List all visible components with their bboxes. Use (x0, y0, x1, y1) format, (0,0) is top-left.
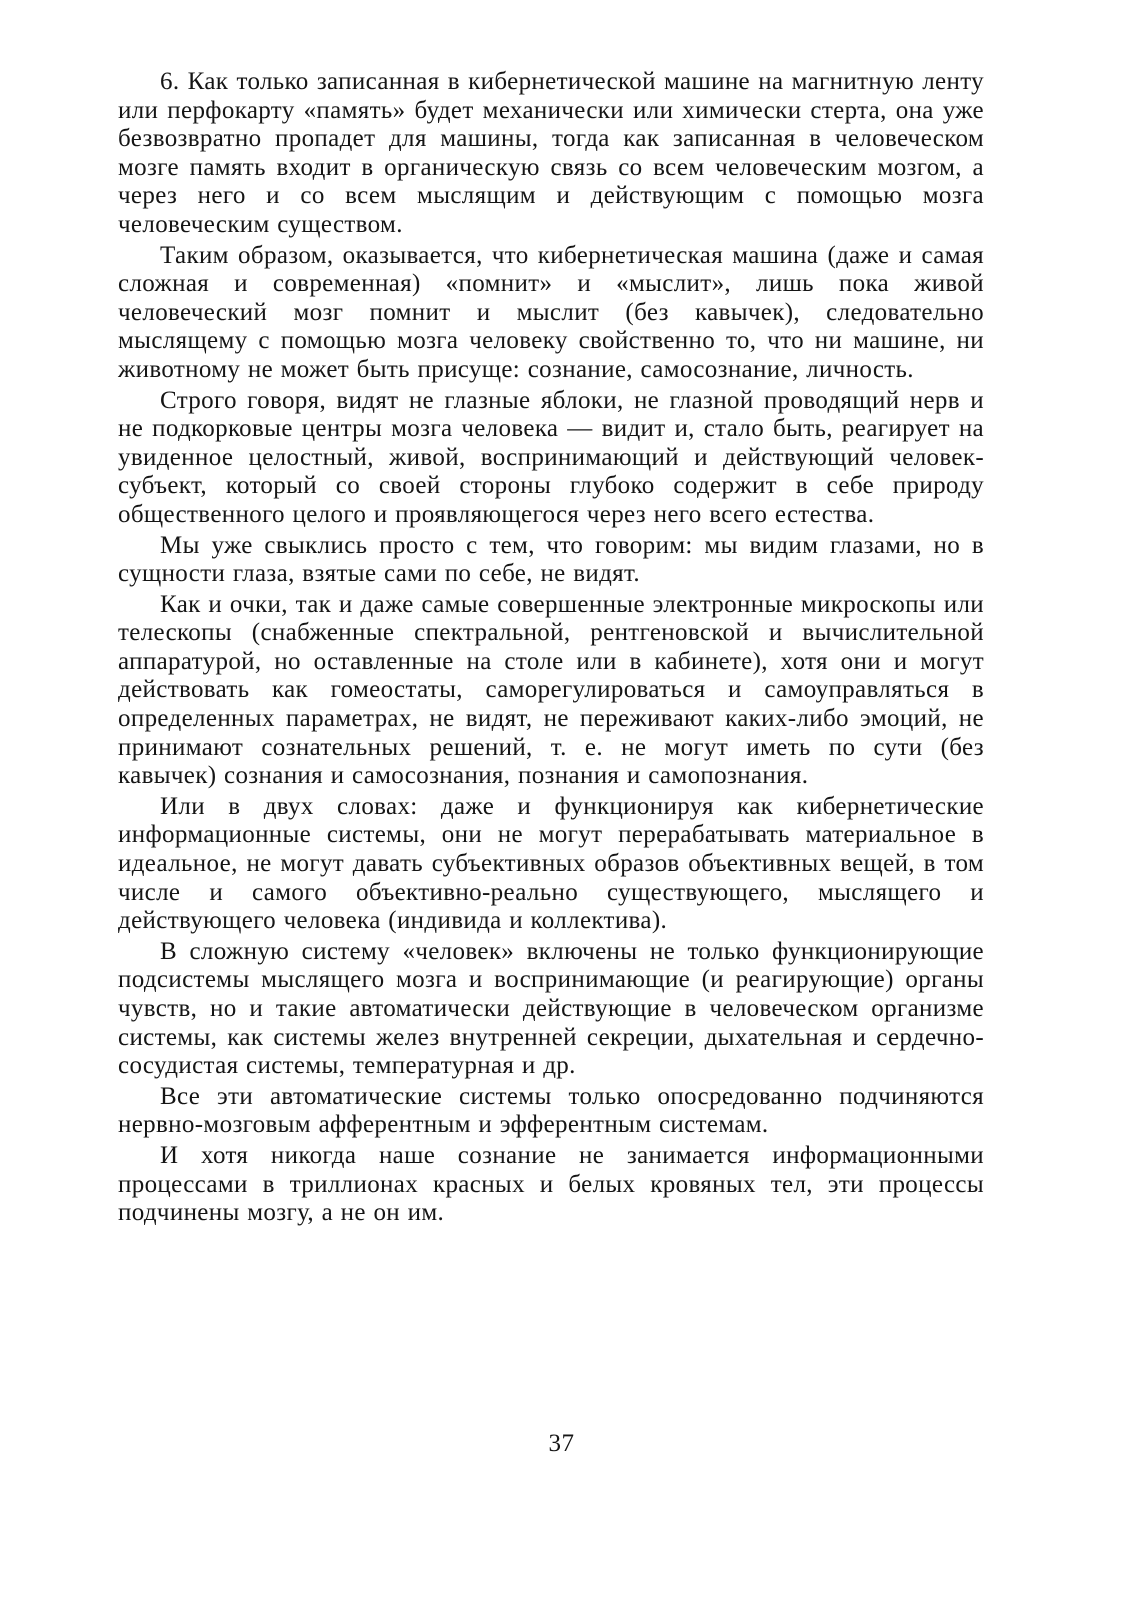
paragraph: Как и очки, так и даже самые совершенные электронные микроскопы или телескопы (снабженные спектральной, рентгеновской и вычислительной аппаратурой, но оставленные на столе или в кабинете), хотя они и могут действовать как гомеостаты, саморегулироваться и самоуправляться в определенных параметрах, не видят, не переживают каких-либо эмоций, не принимают сознательных решений, т. е. не могут иметь по сути (без кавычек) сознания и самосознания, познания и самопознания. (118, 590, 984, 790)
paragraph: Или в двух словах: даже и функционируя как кибернетические информационные системы, они не могут перерабатывать материальное в идеальное, не могут давать субъективных образов объективных вещей, в том числе и самого объективно-реально существующего, мыслящего и действующего человека (индивида и коллектива). (118, 792, 984, 935)
body-text (118, 68, 984, 1230)
paragraph: 6. Как только записанная в кибернетической машине на магнитную ленту или перфокарту «память» будет механически или химически стерта, она уже безвозвратно пропадет для машины, тогда как записанная в человеческом мозге память входит в органическую связь со всем человеческим мозгом, а через него и со всем мыслящим и действующим с помощью мозга человеческим существом. (118, 68, 984, 238)
paragraph: В сложную систему «человек» включены не только функционирующие подсистемы мыслящего мозга и воспринимающие (и реагирующие) органы чувств, но и такие автоматически действующие в человеческом организме системы, как системы желез внутренней секреции, дыхательная и сердечно-сосудистая системы, температурная и др. (118, 937, 984, 1080)
paragraph: Таким образом, оказывается, что кибернетическая машина (даже и самая сложная и современная) «помнит» и «мыслит», лишь пока живой человеческий мозг помнит и мыслит (без кавычек), следовательно мыслящему с помощью мозга человеку свойственно то, что ни машине, ни животному не может быть присуще: сознание, самосознание, личность. (118, 241, 984, 383)
paragraph: Строго говоря, видят не глазные яблоки, не глазной проводящий нерв и не подкорковые центры мозга человека — видит и, стало быть, реагирует на увиденное целостный, живой, воспринимающий и действующий человек-субъект, который со своей стороны глубоко содержит в себе природу общественного целого и проявляющегося через него всего естества. (118, 386, 984, 528)
page-number: 37 (548, 1430, 575, 1457)
paragraph: Мы уже свыклись просто с тем, что говорим: мы видим глазами, но в сущности глаза, взятые сами по себе, не видят. (118, 531, 984, 588)
paragraph: И хотя никогда наше сознание не занимается информационными процессами в триллионах красных и белых кровяных тел, эти процессы подчинены мозгу, а не он им. (118, 1141, 984, 1227)
paragraph: Все эти автоматические системы только опосредованно подчиняются нервно-мозговым афферентным и эфферентным системам. (118, 1082, 984, 1139)
